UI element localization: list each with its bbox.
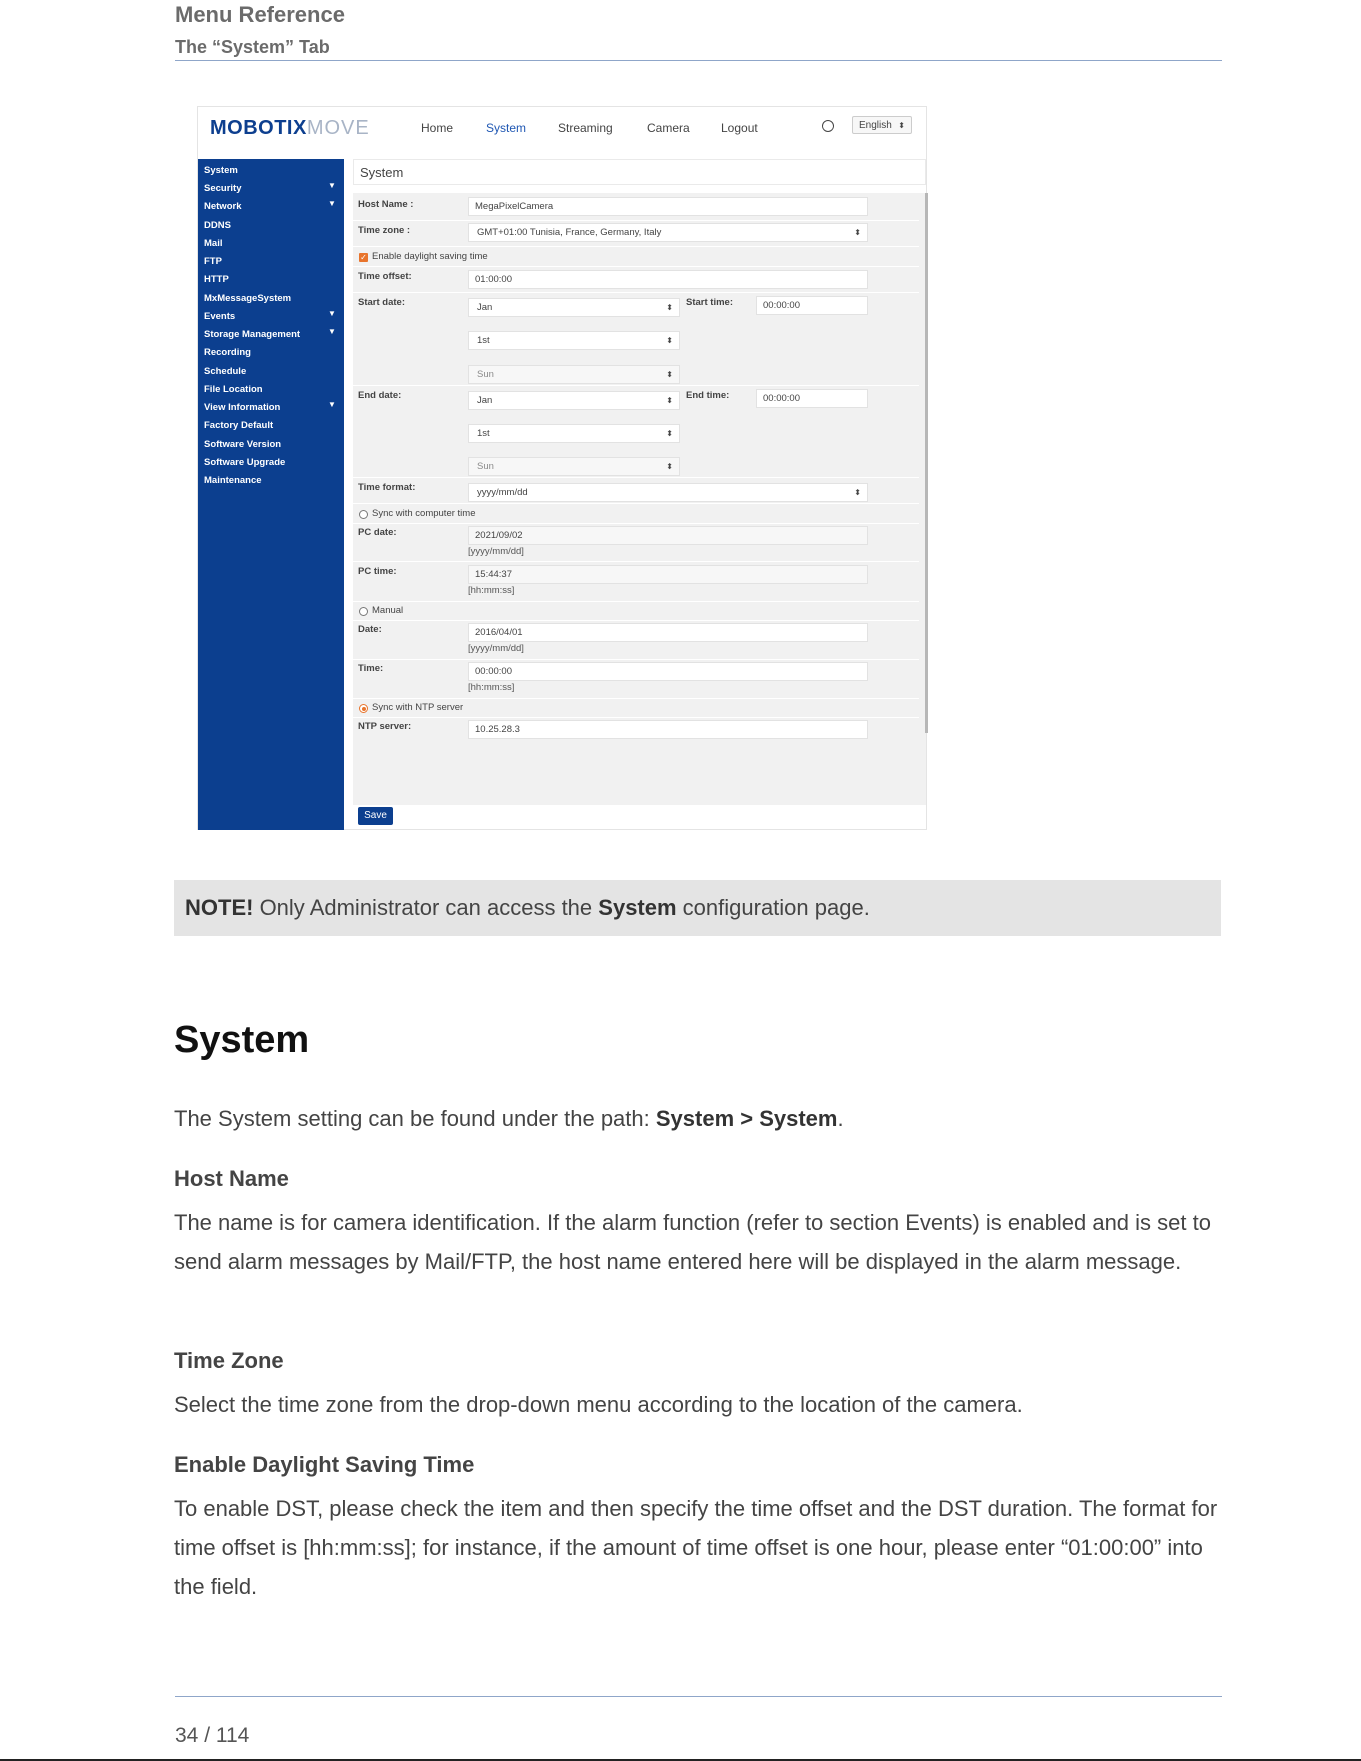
expand-arrow-icon: ▼ (328, 199, 336, 208)
sidebar-item-storage-management[interactable]: Storage Management (204, 329, 301, 340)
sidebar-item-security[interactable]: Security (204, 183, 242, 194)
sidebar-item-recording[interactable]: Recording (204, 347, 251, 358)
sidebar-item-system[interactable]: System (204, 165, 238, 176)
ntp-server-label: NTP server: (358, 721, 412, 732)
date-label: Date: (358, 624, 382, 635)
panel-title: System (353, 159, 926, 185)
row-divider (353, 659, 919, 660)
select-arrows-icon: ⬍ (666, 303, 673, 312)
time-offset-label: Time offset: (358, 271, 412, 282)
sidebar-item-mail[interactable]: Mail (204, 238, 223, 249)
pc-time-value: 15:44:37 (468, 565, 868, 584)
sync-ntp-radio[interactable] (359, 704, 368, 713)
form-scrollbar[interactable] (925, 193, 928, 733)
save-button[interactable]: Save (358, 807, 393, 825)
time-zone-select[interactable]: GMT+01:00 Tunisia, France, Germany, Italy ⬍ (468, 223, 868, 242)
select-arrows-icon: ⬍ (666, 429, 673, 438)
host-name-heading: Host Name (174, 1166, 289, 1191)
dst-heading: Enable Daylight Saving Time (174, 1452, 475, 1477)
start-date-label: Start date: (358, 297, 405, 308)
time-offset-input[interactable]: 01:00:00 (468, 270, 868, 289)
time-format-select[interactable]: yyyy/mm/dd ⬍ (468, 483, 868, 502)
row-divider (353, 601, 919, 602)
time-zone-paragraph: Select the time zone from the drop-down menu according to the location of the camera. (174, 1392, 1023, 1417)
dst-paragraph: To enable DST, please check the item and then specify the time offset and the DST duration. The format for time offset is [hh:mm:ss]; for instance, if the amount of time offset is one hour, please enter “01:00:00” into the field. (174, 1496, 1218, 1599)
host-name-label: Host Name : (358, 199, 414, 210)
pc-time-label: PC time: (358, 566, 397, 577)
intro-paragraph: The System setting can be found under the path: System > System. (174, 1106, 844, 1131)
row-divider (353, 620, 919, 621)
sidebar-item-events[interactable]: Events (204, 311, 236, 322)
pc-date-hint: [yyyy/mm/dd] (468, 546, 524, 557)
start-week-select[interactable]: 1st ⬍ (468, 331, 680, 350)
date-hint: [yyyy/mm/dd] (468, 643, 524, 654)
sidebar-item-ddns[interactable]: DDNS (204, 220, 231, 231)
end-week-select[interactable]: 1st ⬍ (468, 424, 680, 443)
time-format-label: Time format: (358, 482, 416, 493)
select-arrows-icon: ⬍ (666, 336, 673, 345)
nav-logout[interactable]: Logout (721, 121, 758, 135)
sidebar-item-maintenance[interactable]: Maintenance (204, 475, 262, 486)
expand-arrow-icon: ▼ (328, 309, 336, 318)
select-arrows-icon: ⬍ (854, 228, 861, 237)
sidebar-item-ftp[interactable]: FTP (204, 256, 222, 267)
row-divider (353, 385, 919, 386)
expand-arrow-icon: ▼ (328, 181, 336, 190)
manual-label: Manual (372, 605, 404, 616)
host-name-input[interactable]: MegaPixelCamera (468, 197, 868, 216)
sidebar-item-http[interactable]: HTTP (204, 274, 229, 285)
time-zone-heading: Time Zone (174, 1348, 284, 1373)
pc-date-value: 2021/09/02 (468, 526, 868, 545)
note-box: NOTE! Only Administrator can access the System configuration page. (174, 880, 1221, 936)
language-select[interactable]: English ⬍ (852, 116, 912, 134)
sidebar-item-network[interactable]: Network (204, 201, 242, 212)
sidebar-item-software-version[interactable]: Software Version (204, 439, 282, 450)
sidebar-item-mxmessagesystem[interactable]: MxMessageSystem (204, 293, 292, 304)
sidebar-item-factory-default[interactable]: Factory Default (204, 420, 274, 431)
start-month-select[interactable]: Jan ⬍ (468, 298, 680, 317)
select-arrows-icon: ⬍ (666, 462, 673, 471)
header-rule (175, 60, 1222, 61)
row-divider (353, 220, 919, 221)
date-input[interactable]: 2016/04/01 (468, 623, 868, 642)
sync-pc-radio[interactable] (359, 510, 368, 519)
end-date-label: End date: (358, 390, 402, 401)
nav-home[interactable]: Home (421, 121, 454, 135)
system-settings-form (353, 193, 926, 805)
sync-pc-label: Sync with computer time (372, 508, 476, 519)
sidebar-item-view-information[interactable]: View Information (204, 402, 281, 413)
time-hint: [hh:mm:ss] (468, 682, 515, 693)
row-divider (353, 523, 919, 524)
expand-arrow-icon: ▼ (328, 400, 336, 409)
row-divider (353, 698, 919, 699)
row-divider (353, 503, 919, 504)
dst-checkbox[interactable]: ✓ (360, 253, 367, 262)
end-time-label: End time: (686, 390, 730, 401)
sidebar-item-file-location[interactable]: File Location (204, 384, 263, 395)
footer-rule (175, 1696, 1222, 1697)
nav-camera[interactable]: Camera (647, 121, 690, 135)
globe-icon (822, 120, 834, 132)
select-arrows-icon: ⬍ (854, 488, 861, 497)
row-divider (353, 561, 919, 562)
manual-radio[interactable] (359, 607, 368, 616)
select-arrows-icon: ⬍ (666, 370, 673, 379)
host-name-paragraph: The name is for camera identification. If the alarm function (refer to section Events) is enabled and is set to send alarm messages by Mail/FTP, the host name entered here will be displayed in the alarm message. (174, 1210, 1211, 1274)
row-divider (353, 292, 919, 293)
nav-system[interactable]: System (486, 121, 527, 135)
top-navbar (198, 107, 926, 147)
time-zone-label: Time zone : (358, 225, 411, 236)
document-section-title: Menu Reference (175, 2, 345, 27)
row-divider (353, 246, 919, 247)
row-divider (353, 266, 919, 267)
section-heading: System (174, 1019, 310, 1061)
pc-date-label: PC date: (358, 527, 397, 538)
ui-screenshot (197, 106, 927, 830)
dst-checkbox-label: Enable daylight saving time (372, 251, 488, 262)
sidebar-item-software-upgrade[interactable]: Software Upgrade (204, 457, 286, 468)
sidebar (198, 159, 344, 830)
expand-arrow-icon: ▼ (328, 327, 336, 336)
end-time-input[interactable]: 00:00:00 (756, 389, 868, 408)
ntp-server-input[interactable]: 10.25.28.3 (468, 720, 868, 739)
sidebar-item-schedule[interactable]: Schedule (204, 366, 247, 377)
select-arrows-icon: ⬍ (898, 121, 905, 130)
pc-time-hint: [hh:mm:ss] (468, 585, 515, 596)
start-time-label: Start time: (686, 297, 733, 308)
start-day-select[interactable]: Sun ⬍ (468, 365, 680, 384)
nav-streaming[interactable]: Streaming (558, 121, 613, 135)
sync-ntp-label: Sync with NTP server (372, 702, 464, 713)
start-time-input[interactable]: 00:00:00 (756, 296, 868, 315)
end-day-select[interactable]: Sun ⬍ (468, 457, 680, 476)
document-subsection-title: The “System” Tab (175, 37, 330, 57)
time-input[interactable]: 00:00:00 (468, 662, 868, 681)
page-number: 34 / 114 (175, 1724, 250, 1747)
select-arrows-icon: ⬍ (666, 396, 673, 405)
row-divider (353, 477, 919, 478)
row-divider (353, 717, 919, 718)
mobotix-logo: MOBOTIXMOVE (210, 117, 370, 139)
end-month-select[interactable]: Jan ⬍ (468, 391, 680, 410)
time-label: Time: (358, 663, 384, 674)
